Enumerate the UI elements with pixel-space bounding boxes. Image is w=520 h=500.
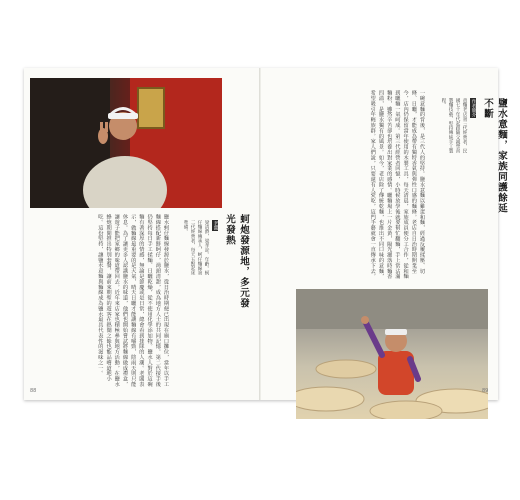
right-caption: 意麵老店第三代經營者，民國七十年代起跟隨父親學習製麵技藝，堅持傳統手工製程。 [441, 98, 467, 154]
right-page-number: 89 [482, 388, 489, 394]
left-caption-tag: 老闆 [213, 221, 218, 230]
left-caption: 梁清爵，梁孝詮。年齡。蚵仔麵線傳承人，蚵仔麵線第二代經營者，每天五點起床準備。 [183, 220, 209, 276]
photo-man-peace-sign [30, 78, 222, 208]
right-page-title: 鹽水意麵，家族同護餘延不斷 [482, 98, 507, 214]
woman-photo-illustration [296, 289, 488, 419]
right-caption-tag: 作者簡介 [471, 99, 476, 117]
right-body-text-upper: 一碗意麵的背後，是三代人的堅持。鹽水意麵以雞蛋和麵，經過反覆揉壓、切條、日曬，才能成為帶有獨特香氣與彈性口感的麵條。老店自日治時期開業至今，店內仍保留當年使用的木製工具，每天清晨，家族成員便分工合作，從和麵到曬麵一氣呵成。第三代經營者回憶，小時候放學後就要幫忙翻麵，手上常沾滿麵粉，雖然辛苦卻也培養出對家業的感情。曬麵場上一片金黃，陽光灑落時麵香四溢，是鹽水獨有的風景。如今，老店除了傳統乾麵，也推出不同口味的意麵，希望吸引年輕族群。家人們說，只要還有人愛吃，這門手藝就會一直傳承下去。 [369, 90, 425, 279]
man-photo-illustration [30, 78, 222, 208]
left-page-subtitle: 蚵炮發源地，多元發光發熱 [224, 214, 249, 309]
left-page-number: 88 [30, 388, 37, 394]
left-body-text: 鹽水蚵仔麵線發源於鹽水，從日治時期便已出現在廟口攤位，當年以手工麵線搭配新鮮蚵仔，湯頭清甜，成為地方人士的共同記憶。第二代接手後仍堅持每日手工揉麵、日曬乾燥，從不使用化學添加物。鹽水人對於這碗麵有著深厚的情感，無論是節慶或是日常，總會看到排隊的人潮。老闆表示，做麵線最重要的是天氣，晴天日曬才能讓麵線有嚼勁，陰雨天則只能休息。為了讓更多人認識鹽水的味道，他們也開始嘗試將麵線做成禮盒，讓遊子能把家鄉的味道帶回去。近年來店家也積極參與地方活動，在鹽水蜂炮期間推出特別套餐，讓前來朝聖的遊客在熱鬧之餘也能品嚐道地小吃。這份堅持，讓鹽水意麵與麵線成為鹽水最具代表性的滋味之一。 [97, 214, 169, 387]
photo-woman-waving [296, 289, 488, 419]
book-gutter [259, 68, 261, 400]
